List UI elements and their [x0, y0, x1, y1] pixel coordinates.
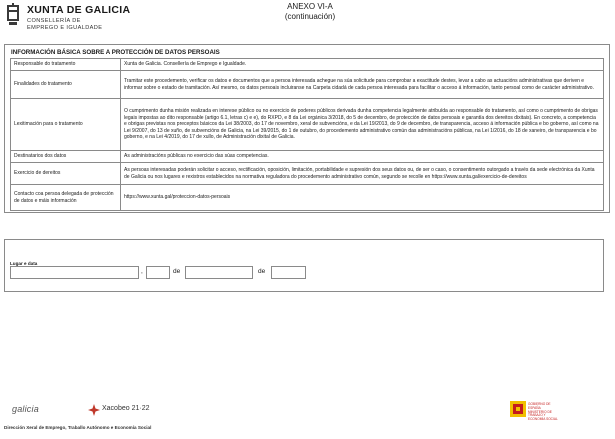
footer-logos — [0, 398, 615, 422]
row-label: Responsable do tratamento — [11, 59, 121, 71]
row-value: As persoas interesadas poderán solicitar o acceso, rectificación, oposición, limitación, portabilidade e supresión dos seus datos ou, de ser o caso, o consentimento outorgado a través da sede electrónica da Xunta de Galicia ou nos lugares e rexistros establecidos na normativa reguladora do procedemento administrativo común, segundo se recolle en https://www.xunta.gal/exercicio-de-dereitos — [121, 163, 604, 185]
gobierno-logo — [510, 401, 560, 422]
comma-separator: , — [141, 268, 143, 275]
de-label-2: de — [258, 268, 266, 275]
table-row — [11, 59, 604, 71]
row-value: Tramitar este procedemento, verificar os datos e documentos que a persoa interesada achegue na súa solicitude para comprobar a exactitude destes, levar a cabo as actuacións administrativas que deriven e informar sobre o estado de tramitación. Así mesmo, os datos persoais incluiranse na Carpeta cidadá de cada persoa interesada para facilitar o acceso á información, tanto persoal como de carácter administrativo. — [121, 71, 604, 99]
annex-subtitle: (continuación) — [284, 12, 336, 21]
month-field[interactable] — [185, 266, 253, 279]
day-field[interactable] — [146, 266, 170, 279]
row-value: As administracións públicas no exercicio das súas competencias. — [121, 151, 604, 163]
xacobeo-logo — [88, 403, 150, 417]
annex-heading — [260, 2, 360, 22]
row-label: Exercicio de dereitos — [11, 163, 121, 185]
place-date-section — [4, 239, 604, 292]
row-label: Destinatarios dos datos — [11, 151, 121, 163]
dept-line-2: EMPREGO E IGUALDADE — [27, 25, 103, 31]
table-row — [11, 71, 604, 99]
place-field[interactable] — [10, 266, 139, 279]
row-value: Xunta de Galicia. Consellería de Emprego e Igualdade. — [121, 59, 604, 71]
year-field[interactable] — [271, 266, 306, 279]
annex-title: ANEXO VI-A — [287, 2, 333, 11]
data-protection-section — [4, 44, 610, 213]
xacobeo-text: Xacobeo 21·22 — [102, 405, 150, 412]
xacobeo-star-icon — [88, 404, 100, 416]
org-name: XUNTA DE GALICIA — [27, 4, 131, 16]
data-protection-table — [10, 58, 604, 211]
xunta-logo — [5, 3, 165, 37]
place-date-label: Lugar e data — [10, 261, 38, 266]
table-row — [11, 185, 604, 211]
dept-line-1: CONSELLERÍA DE — [27, 18, 81, 24]
row-value: O cumprimento dunha misión realizada en interese público ou no exercicio de poderes públicos derivada dunha competencia legalmente atribuída ao responsable do tratamento, así como o cumprimento de obrigas legais impostas ao dito responsable (artigo 6.1, letras c) e e), do RXPD, e 8 da Lei orgánica 3/2018, do 5 de decembro, de protección de datos persoais e garantía dos dereitos dixitais). En concreto, a competencia e obrigas previstas nos preceptos básicos da Lei 38/2003, do 17 de novembro, xeral de subvencións, e da Lei 19/2013, do 9 de decembro, de transparencia, acceso á información pública e bo goberno, así como na Lei 9/2007, do 13 de xuño, de subvencións de Galicia, na Lei 39/2015, do 1 de outubro, do procedemento administrativo común das administracións públicas, na Lei 1/2016, do 18 de xaneiro, de transparencia e bo goberno, e na Lei 4/2019, do 17 de xullo, de Administración dixital de Galicia. — [121, 99, 604, 151]
table-row — [11, 151, 604, 163]
xunta-emblem-icon — [5, 3, 21, 27]
table-row — [11, 163, 604, 185]
spain-shield-icon — [510, 401, 526, 417]
row-value: https://www.xunta.gal/proteccion-datos-persoais — [121, 185, 604, 211]
de-label-1: de — [173, 268, 181, 275]
row-label: Finalidades do tratamento — [11, 71, 121, 99]
footer-department: Dirección Xeral de Emprego, Traballo Autónomo e Economía Social — [4, 425, 152, 430]
gobierno-text: GOBIERNO DE ESPAÑA MINISTERIO DE TRABAJO Y ECONOMÍA SOCIAL — [528, 402, 558, 422]
row-label: Lexitimación para o tratamento — [11, 99, 121, 151]
galicia-logo: galicia — [12, 404, 39, 414]
row-label: Contacto coa persoa delegada de protección de datos e máis información — [11, 185, 121, 211]
table-row — [11, 99, 604, 151]
section-title: INFORMACIÓN BÁSICA SOBRE A PROTECCIÓN DE DATOS PERSOAIS — [11, 49, 220, 56]
